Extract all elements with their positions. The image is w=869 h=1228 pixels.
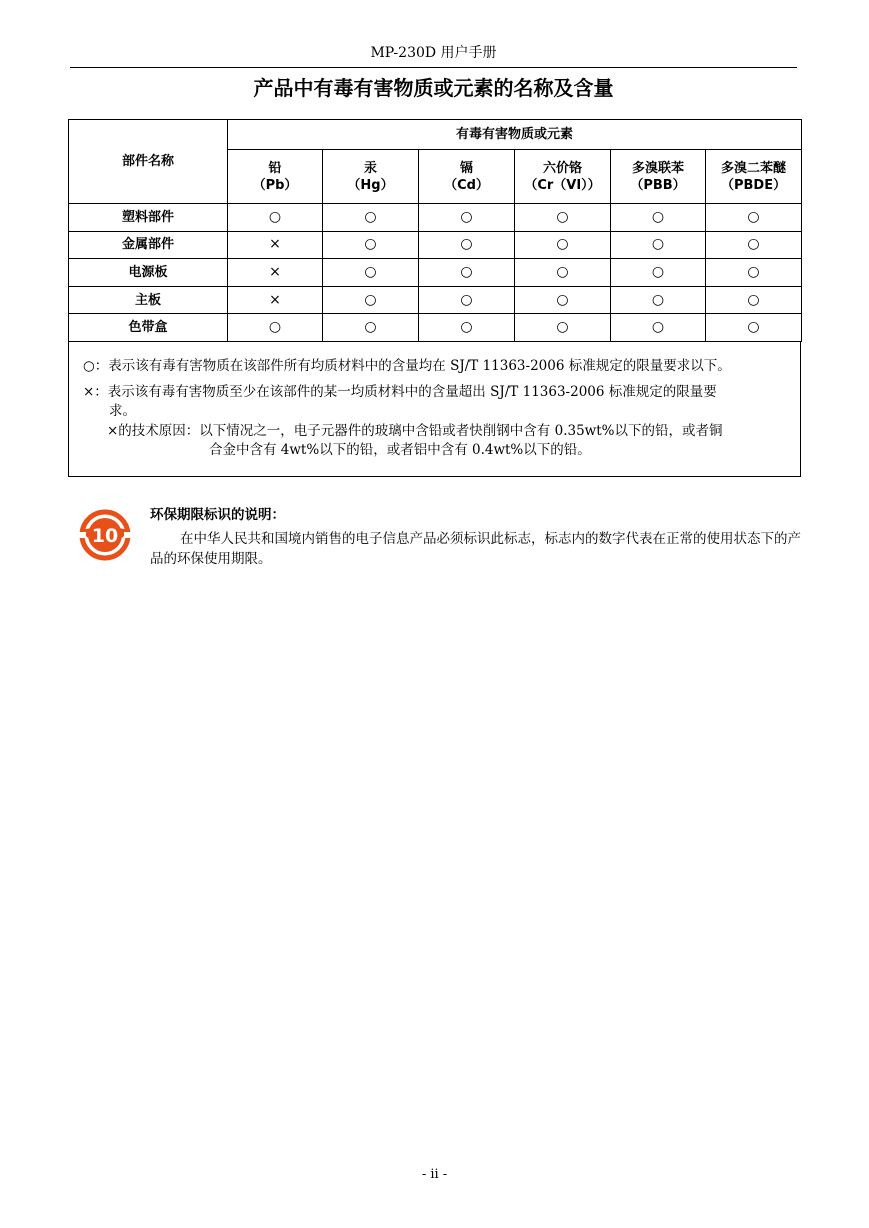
page-header: MP-230D 用户手册 — [370, 45, 497, 61]
substance-mark-cell: × — [228, 259, 323, 287]
part-name-cell: 金属部件 — [69, 231, 228, 259]
substance-symbol: （Hg） — [347, 177, 394, 193]
substance-mark-cell: ○ — [706, 314, 802, 342]
substance-name: 六价铬 — [542, 160, 582, 176]
eco-period-number: 10 — [91, 525, 119, 547]
substance-mark-cell: ○ — [611, 259, 706, 287]
environment-title: 环保期限标识的说明： — [150, 507, 285, 523]
part-name-cell: 电源板 — [69, 259, 228, 287]
note-circle: ○：表示该有毒有害物质在该部件所有均质材料中的含量均在 SJ/T 11363-2006 标准规定的限量要求以下。 — [83, 358, 731, 374]
substance-mark-cell: ○ — [611, 204, 706, 232]
note-cross: ×：表示该有毒有害物质至少在该部件的某一均质材料中的含量超出 SJ/T 11363-2006 标准规定的限量要 — [83, 384, 717, 400]
note-technical-reason-cont: 合金中含有 4wt%以下的铅，或者铝中含有 0.4wt%以下的铅。 — [209, 442, 591, 458]
substance-mark-cell: ○ — [611, 314, 706, 342]
note-cross-cont: 求。 — [109, 403, 136, 419]
substance-mark-cell: ○ — [228, 204, 323, 232]
substance-mark-cell: ○ — [706, 259, 802, 287]
note-technical-reason: ×的技术原因：以下情况之一，电子元器件的玻璃中含铅或者快削钢中含有 0.35wt%以下的铅，或者铜 — [107, 423, 723, 439]
part-name-cell: 主板 — [69, 286, 228, 314]
substance-mark-cell: ○ — [419, 204, 515, 232]
substance-mark-cell: ○ — [419, 314, 515, 342]
substance-header — [611, 150, 706, 204]
part-name-cell: 色带盒 — [69, 314, 228, 342]
substance-symbol: （PBB） — [630, 177, 686, 193]
substance-mark-cell: ○ — [515, 259, 611, 287]
substance-mark-cell: ○ — [419, 231, 515, 259]
part-name-cell: 塑料部件 — [69, 204, 228, 232]
substance-mark-cell: ○ — [515, 204, 611, 232]
substance-mark-cell: × — [228, 286, 323, 314]
substance-mark-cell: ○ — [706, 204, 802, 232]
part-name-header: 部件名称 — [69, 120, 228, 204]
page-number: - ii - — [421, 1167, 448, 1182]
table-row — [69, 204, 802, 232]
substance-name: 汞 — [363, 160, 377, 176]
substances-group-header: 有毒有害物质或元素 — [228, 120, 802, 150]
substance-mark-cell: ○ — [323, 314, 419, 342]
substance-mark-cell: × — [228, 231, 323, 259]
substance-name: 镉 — [459, 160, 473, 176]
substance-header — [228, 150, 323, 204]
substance-header — [515, 150, 611, 204]
substance-mark-cell: ○ — [515, 231, 611, 259]
substance-header — [706, 150, 802, 204]
header-divider — [70, 67, 797, 68]
eco-period-logo-icon — [78, 508, 132, 562]
substance-symbol: （Pb） — [252, 177, 298, 193]
notes-box — [68, 341, 801, 477]
substance-mark-cell: ○ — [323, 286, 419, 314]
substance-symbol: （Cr（VI）） — [524, 177, 601, 193]
table-row — [69, 314, 802, 342]
substance-mark-cell: ○ — [706, 286, 802, 314]
substance-mark-cell: ○ — [515, 286, 611, 314]
hazardous-substance-table — [68, 119, 802, 342]
substance-mark-cell: ○ — [611, 286, 706, 314]
environment-text: 在中华人民共和国境内销售的电子信息产品必须标识此标志，标志内的数字代表在正常的使用状态下的产品的环保使用期限。 — [150, 531, 801, 567]
table-row — [69, 231, 802, 259]
substance-name: 多溴联苯 — [631, 160, 684, 176]
substance-name: 铅 — [268, 160, 282, 176]
substance-mark-cell: ○ — [419, 286, 515, 314]
substance-mark-cell: ○ — [515, 314, 611, 342]
substance-symbol: （Cd） — [444, 177, 489, 193]
table-row — [69, 286, 802, 314]
substance-mark-cell: ○ — [228, 314, 323, 342]
substance-mark-cell: ○ — [706, 231, 802, 259]
substance-symbol: （PBDE） — [720, 177, 787, 193]
substance-name: 多溴二苯醚 — [721, 160, 787, 176]
table-row — [69, 259, 802, 287]
substance-mark-cell: ○ — [323, 259, 419, 287]
substance-mark-cell: ○ — [611, 231, 706, 259]
substance-header — [323, 150, 419, 204]
substance-mark-cell: ○ — [323, 204, 419, 232]
substance-mark-cell: ○ — [323, 231, 419, 259]
page-title: 产品中有毒有害物质或元素的名称及含量 — [253, 76, 614, 100]
substance-header — [419, 150, 515, 204]
substance-mark-cell: ○ — [419, 259, 515, 287]
